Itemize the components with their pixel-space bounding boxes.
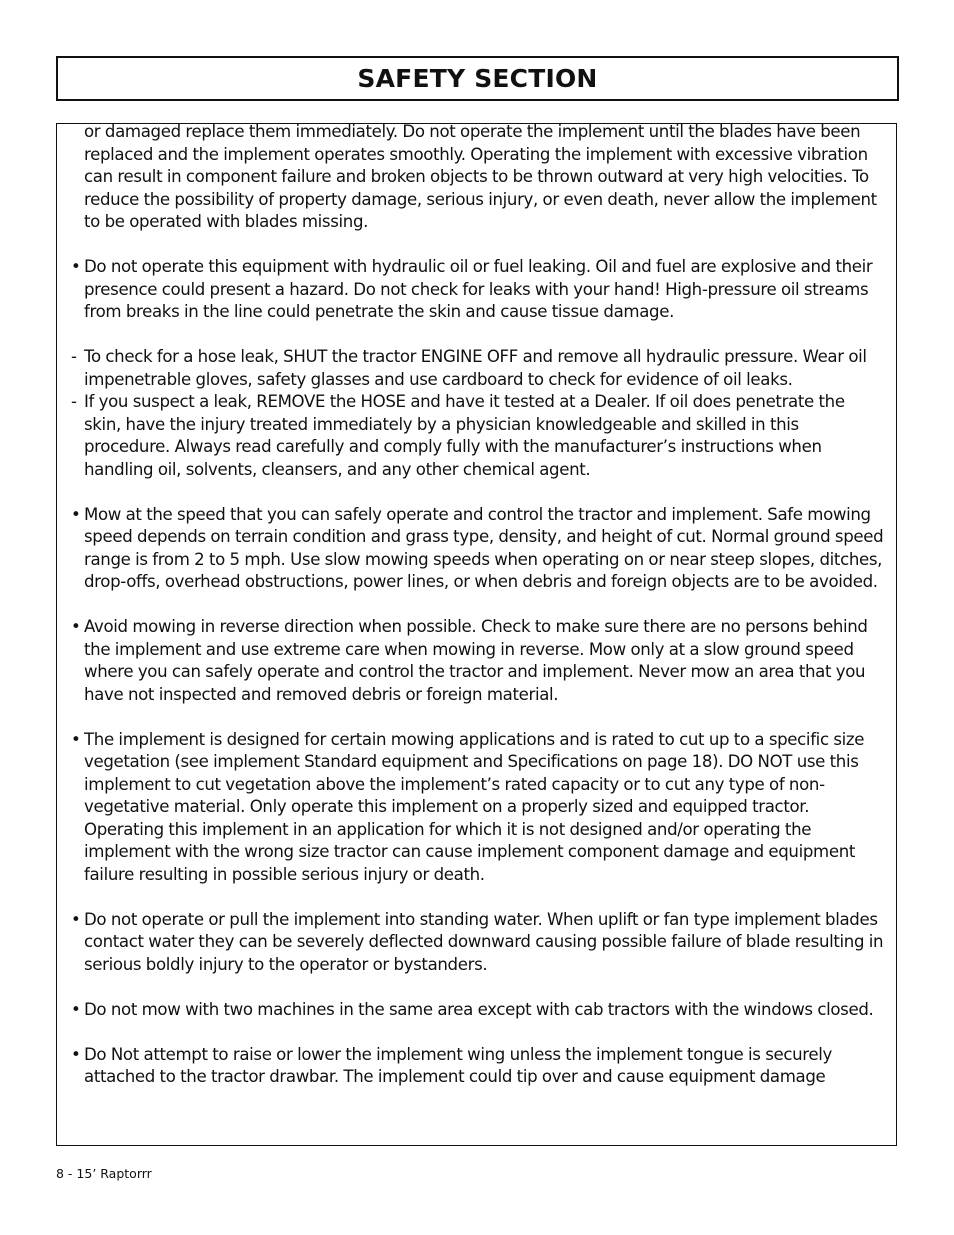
bullet-item — [57, 616, 896, 706]
bullet-item — [57, 1044, 896, 1089]
dash-text: To check for a hose leak, SHUT the tractor ENGINE OFF and remove all hydraulic pressure. Wear oil impenetrable gloves, safety glasses and use cardboard to check for evidence of oil leaks. — [84, 347, 867, 389]
bullet-text: The implement is designed for certain mowing applications and is rated to cut up to a specific size vegetation (see implement Standard equipment and Specifications on page 18). DO NOT use this implement to cut vegetation above the implement’s rated capacity or to cut any type of non-vegetative material. Only operate this implement on a properly sized and equipped tractor. Operating this implement in an application for which it is not designed and/or operating the implement with the wrong size tractor can cause implement component damage and equipment failure resulting in possible serious injury or death. — [84, 729, 865, 884]
section-title-box — [56, 56, 899, 101]
content-box — [56, 123, 897, 1146]
bullet-marker: • — [71, 504, 81, 524]
bullet-item — [57, 999, 896, 1022]
content-body — [57, 123, 896, 1089]
bullet-text: Do not mow with two machines in the same area except with cab tractors with the windows closed. — [84, 999, 874, 1019]
bullet-marker: • — [71, 909, 81, 929]
bullet-marker: • — [71, 999, 81, 1019]
bullet-item — [57, 729, 896, 887]
dash-item — [57, 391, 896, 481]
dash-text: If you suspect a leak, REMOVE the HOSE and have it tested at a Dealer. If oil does penetrate the skin, have the injury treated immediately by a physician knowledgeable and skilled in this procedure. Always read carefully and comply fully with the manufacturer’s instructions when handling oil, solvents, cleansers, and any other chemical agent. — [84, 392, 845, 479]
bullet-marker: • — [71, 617, 81, 636]
bullet-item — [57, 909, 896, 977]
dash-marker: - — [71, 392, 77, 411]
bullet-item — [57, 504, 896, 594]
bullet-text: Do not operate or pull the implement into standing water. When uplift or fan type implement blades contact water they can be severely deflected downward causing possible failure of blade resulting in serious boldly injury to the operator or bystanders. — [84, 909, 884, 974]
bullet-text: Mow at the speed that you can safely operate and control the tractor and implement. Safe mowing speed depends on terrain condition and grass type, density, and height of cut. Normal ground speed range is from 2 to 5 mph. Use slow mowing speeds when operating on or near steep slopes, ditches, drop-offs, overhead obstructions, power lines, or when debris and foreign objects are to be avoided. — [84, 504, 884, 591]
dash-marker: - — [71, 347, 77, 366]
paragraph-continued — [57, 123, 896, 234]
page-title: SAFETY SECTION — [357, 64, 598, 93]
bullet-marker: • — [71, 257, 81, 276]
bullet-text: Avoid mowing in reverse direction when possible. Check to make sure there are no persons behind the implement and use extreme care when mowing in reverse. Mow only at a slow ground speed where you can safely operate and control the tractor and implement. Never mow an area that you have not inspected and removed debris or foreign material. — [84, 617, 868, 704]
bullet-marker: • — [71, 1044, 81, 1064]
bullet-marker: • — [71, 729, 81, 749]
bullet-item — [57, 256, 896, 324]
page-footer — [56, 1166, 152, 1181]
dash-item — [57, 346, 896, 391]
paragraph-text: or damaged replace them immediately. Do not operate the implement until the blades have been replaced and the implement operates smoothly. Operating the implement with excessive vibration can result in component failure and broken objects to be thrown outward at very high velocities. To reduce the possibility of property damage, serious injury, or even death, never allow the implement to be operated with blades missing. — [84, 123, 877, 231]
bullet-text: Do Not attempt to raise or lower the implement wing unless the implement tongue is securely attached to the tractor drawbar. The implement could tip over and cause equipment damage — [84, 1044, 832, 1086]
bullet-text: Do not operate this equipment with hydraulic oil or fuel leaking. Oil and fuel are explosive and their presence could present a hazard. Do not check for leaks with your hand! High-pressure oil streams from breaks in the line could penetrate the skin and cause tissue damage. — [84, 257, 873, 321]
page-number-label: 8 - 15’ Raptorrr — [56, 1166, 152, 1181]
